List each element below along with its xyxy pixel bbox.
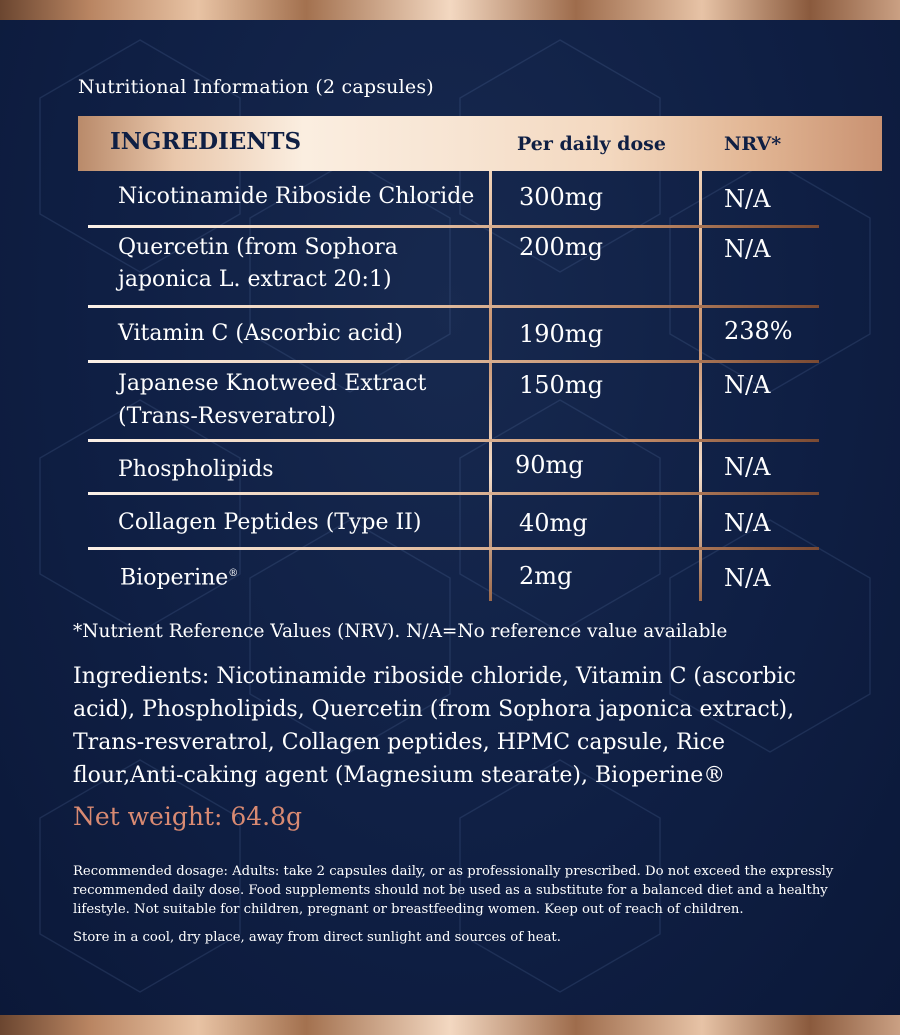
column-divider (699, 171, 702, 601)
bottom-gold-border (0, 1015, 900, 1035)
row-3-dose: 190mg (519, 320, 603, 348)
column-divider (489, 171, 492, 601)
nrv-footnote: *Nutrient Reference Values (NRV). N/A=No reference value available (73, 621, 728, 642)
row-2-dose: 200mg (519, 233, 603, 261)
row-2-nrv: N/A (724, 235, 771, 263)
row-divider (88, 492, 819, 495)
row-7-dose: 2mg (519, 562, 573, 590)
table-header (78, 116, 882, 171)
row-3-ingredient: Vitamin C (Ascorbic acid) (118, 321, 403, 346)
row-3-nrv: 238% (724, 317, 793, 345)
row-1-nrv: N/A (724, 185, 771, 213)
header-nrv: NRV* (724, 133, 782, 155)
row-6-ingredient: Collagen Peptides (Type II) (118, 510, 422, 535)
row-4-nrv: N/A (724, 371, 771, 399)
row-1-dose: 300mg (519, 183, 603, 211)
registered-mark: ® (228, 568, 239, 579)
nutrition-subtitle: Nutritional Information (2 capsules) (78, 76, 434, 98)
row-7-nrv: N/A (724, 564, 771, 592)
row-6-nrv: N/A (724, 509, 771, 537)
header-per-daily-dose: Per daily dose (517, 133, 666, 155)
row-divider (88, 305, 819, 308)
row-divider (88, 439, 819, 442)
row-4-ingredient: Japanese Knotweed Extract (118, 371, 427, 396)
storage-instructions: Store in a cool, dry place, away from direct sunlight and sources of heat. (73, 930, 561, 945)
row-1-ingredient: Nicotinamide Riboside Chloride (118, 184, 475, 209)
ingredients-list: Ingredients: Nicotinamide riboside chloride, Vitamin C (ascorbic acid), Phospholipids, Quercetin (from Sophora japonica extract), Trans-resveratrol, Collagen peptides, HPMC capsule, Rice flour,Anti-caking agent (Magnesium stearate), Bioperine® (73, 664, 796, 788)
row-5-nrv: N/A (724, 453, 771, 481)
row-divider (88, 547, 819, 550)
row-2-ingredient-line2: japonica L. extract 20:1) (118, 267, 392, 292)
row-4-ingredient-line2: (Trans-Resveratrol) (118, 404, 336, 429)
row-7-ingredient-name: Bioperine (120, 565, 229, 591)
row-5-ingredient: Phospholipids (118, 457, 274, 482)
recommended-dosage: Recommended dosage: Adults: take 2 capsules daily, or as professionally prescribed. Do not exceed the expressly recommended daily dose. Food supplements should not be used as a substitute for a balanced diet and a healthy lifestyle. Not suitable for children, pregnant or breastfeeding women. Keep out of reach of children. (73, 864, 834, 917)
top-gold-border (0, 0, 900, 20)
row-divider (88, 225, 819, 228)
header-ingredients: INGREDIENTS (110, 128, 302, 155)
net-weight: Net weight: 64.8g (73, 802, 303, 831)
row-4-dose: 150mg (519, 371, 603, 399)
row-6-dose: 40mg (519, 509, 588, 537)
row-5-dose: 90mg (515, 451, 584, 479)
row-2-ingredient: Quercetin (from Sophora (118, 235, 398, 260)
row-divider (88, 360, 819, 363)
row-7-ingredient (120, 558, 238, 593)
